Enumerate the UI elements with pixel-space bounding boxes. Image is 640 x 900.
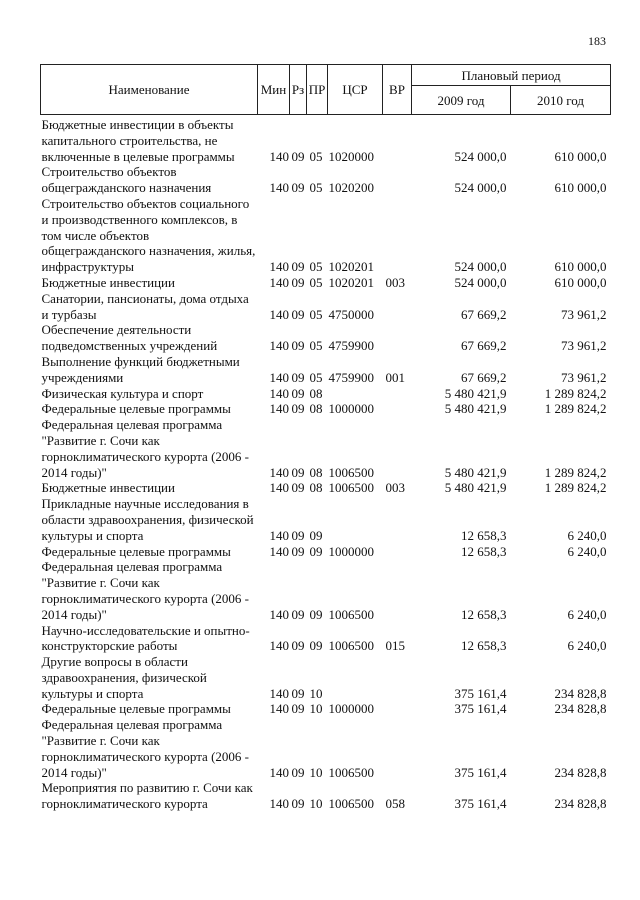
row-value-2010: 6 240,0	[567, 543, 607, 559]
row-min: 140	[269, 274, 289, 290]
row-rz: 09	[291, 148, 305, 164]
row-value-2010: 234 828,8	[554, 764, 607, 780]
row-vr	[383, 115, 412, 165]
row-csr	[328, 496, 383, 543]
table-row	[41, 275, 611, 291]
row-rz: 09	[291, 764, 305, 780]
row-pr: 05	[309, 259, 323, 275]
row-value-2009: 5 480 421,9	[444, 401, 507, 417]
row-pr: 05	[309, 180, 323, 196]
row-min: 140	[269, 701, 289, 717]
row-value-2009: 375 161,4	[454, 701, 507, 717]
row-vr	[383, 401, 412, 417]
row-vr	[383, 417, 412, 480]
row-vr: 003	[385, 480, 405, 496]
row-name: Федеральные целевые программы	[41, 543, 231, 559]
row-min: 140	[269, 259, 289, 275]
row-min: 140	[269, 543, 289, 559]
row-value-2010: 234 828,8	[554, 796, 607, 812]
row-name: Федеральная целевая программа "Развитие г. Сочи как горноклиматического курорта (2006 - 2014 годы)"	[41, 417, 249, 480]
row-rz: 09	[291, 543, 305, 559]
row-value-2009: 524 000,0	[454, 148, 507, 164]
row-value-2010: 610 000,0	[554, 180, 607, 196]
row-value-2010: 1 289 824,2	[544, 480, 607, 496]
row-value-2009: 12 658,3	[461, 606, 507, 622]
row-name: Выполнение функций бюджетными учреждениями	[41, 353, 240, 385]
row-min: 140	[269, 685, 289, 701]
row-value-2009: 524 000,0	[454, 259, 507, 275]
table-row	[41, 480, 611, 496]
table-row	[41, 401, 611, 417]
row-csr: 1006500	[328, 480, 374, 496]
table-row	[41, 717, 611, 780]
row-min: 140	[269, 480, 289, 496]
row-csr: 4759900	[328, 369, 374, 385]
row-value-2009: 67 669,2	[461, 306, 507, 322]
row-vr	[383, 196, 412, 275]
row-csr: 4759900	[328, 338, 374, 354]
header-year-2010: 2010 год	[511, 86, 611, 115]
row-name: Физическая культура и спорт	[41, 385, 204, 401]
table-row	[41, 164, 611, 196]
row-csr: 1020201	[328, 259, 374, 275]
row-rz: 09	[291, 638, 305, 654]
table-row	[41, 354, 611, 386]
row-name: Федеральные целевые программы	[41, 701, 231, 717]
row-csr: 4750000	[328, 306, 374, 322]
row-vr	[383, 322, 412, 354]
table-row	[41, 544, 611, 560]
row-min: 140	[269, 338, 289, 354]
row-pr: 10	[309, 796, 323, 812]
row-name: Строительство объектов общегражданского назначения	[41, 164, 212, 196]
header-min: Мин	[258, 65, 290, 115]
row-min: 140	[269, 527, 289, 543]
row-vr	[383, 164, 412, 196]
row-name: Федеральная целевая программа "Развитие г. Сочи как горноклиматического курорта (2006 - 2014 годы)"	[41, 717, 249, 780]
row-value-2009: 12 658,3	[461, 638, 507, 654]
header-vr: ВР	[383, 65, 412, 115]
row-min: 140	[269, 369, 289, 385]
row-value-2010: 73 961,2	[561, 306, 607, 322]
table-row	[41, 780, 611, 812]
header-pr: ПР	[307, 65, 328, 115]
row-rz: 09	[291, 480, 305, 496]
header-name: Наименование	[41, 65, 258, 115]
page-number: 183	[588, 34, 606, 48]
row-name: Прикладные научные исследования в области здравоохранения, физической культуры и спорта	[41, 496, 254, 543]
row-pr: 05	[309, 338, 323, 354]
row-value-2009: 12 658,3	[461, 527, 507, 543]
row-rz: 09	[291, 464, 305, 480]
row-rz: 09	[291, 259, 305, 275]
row-value-2009: 375 161,4	[454, 796, 507, 812]
row-pr: 10	[309, 701, 323, 717]
row-name: Бюджетные инвестиции в объекты капитального строительства, не включенные в целевые программы	[41, 117, 235, 164]
header-rz: Рз	[290, 65, 307, 115]
row-csr: 1006500	[328, 638, 374, 654]
table-row	[41, 291, 611, 323]
row-name: Строительство объектов социального и производственного комплексов, в том числе объектов общегражданского назначения, жилья, инфраструктуры	[41, 195, 256, 275]
row-rz: 09	[291, 401, 305, 417]
row-vr: 058	[385, 796, 405, 812]
row-min: 140	[269, 796, 289, 812]
row-vr	[383, 386, 412, 402]
row-value-2009: 5 480 421,9	[444, 385, 507, 401]
row-value-2010: 234 828,8	[554, 701, 607, 717]
row-rz: 09	[291, 527, 305, 543]
row-csr: 1000000	[328, 701, 374, 717]
row-rz: 09	[291, 338, 305, 354]
row-pr: 09	[309, 606, 323, 622]
row-min: 140	[269, 464, 289, 480]
row-min: 140	[269, 385, 289, 401]
row-pr: 10	[309, 685, 323, 701]
row-vr	[383, 496, 412, 543]
row-pr: 08	[309, 480, 323, 496]
table-row	[41, 322, 611, 354]
row-csr: 1020200	[328, 180, 374, 196]
row-rz: 09	[291, 796, 305, 812]
row-value-2009: 375 161,4	[454, 764, 507, 780]
row-vr	[383, 701, 412, 717]
row-value-2009: 12 658,3	[461, 543, 507, 559]
row-vr: 001	[385, 369, 405, 385]
row-name: Федеральная целевая программа "Развитие г. Сочи как горноклиматического курорта (2006 - 2014 годы)"	[41, 559, 249, 622]
row-value-2009: 524 000,0	[454, 180, 507, 196]
row-rz: 09	[291, 701, 305, 717]
row-value-2010: 234 828,8	[554, 685, 607, 701]
row-value-2009: 67 669,2	[461, 369, 507, 385]
row-min: 140	[269, 638, 289, 654]
row-name: Санатории, пансионаты, дома отдыха и турбазы	[41, 290, 249, 322]
row-value-2010: 6 240,0	[567, 527, 607, 543]
row-csr	[328, 654, 383, 701]
row-name: Бюджетные инвестиции	[41, 480, 175, 496]
row-csr: 1006500	[328, 464, 374, 480]
row-value-2009: 375 161,4	[454, 685, 507, 701]
row-rz: 09	[291, 274, 305, 290]
table-row	[41, 496, 611, 543]
row-name: Научно-исследовательские и опытно-конструкторские работы	[41, 622, 250, 654]
header-csr: ЦСР	[328, 65, 383, 115]
table-row	[41, 196, 611, 275]
row-csr	[328, 386, 383, 402]
row-value-2010: 6 240,0	[567, 638, 607, 654]
row-pr: 05	[309, 148, 323, 164]
row-min: 140	[269, 148, 289, 164]
row-pr: 05	[309, 306, 323, 322]
row-pr: 08	[309, 401, 323, 417]
row-rz: 09	[291, 685, 305, 701]
row-min: 140	[269, 401, 289, 417]
row-value-2010: 6 240,0	[567, 606, 607, 622]
row-min: 140	[269, 764, 289, 780]
table-row	[41, 623, 611, 655]
row-vr	[383, 291, 412, 323]
table-body	[41, 115, 611, 813]
row-value-2010: 1 289 824,2	[544, 385, 607, 401]
row-rz: 09	[291, 180, 305, 196]
row-csr: 1020201	[328, 274, 374, 290]
row-pr: 09	[309, 543, 323, 559]
row-value-2009: 67 669,2	[461, 338, 507, 354]
table-row	[41, 559, 611, 622]
row-name: Федеральные целевые программы	[41, 401, 231, 417]
table-row	[41, 701, 611, 717]
row-csr: 1006500	[328, 606, 374, 622]
row-value-2010: 1 289 824,2	[544, 401, 607, 417]
row-name: Обеспечение деятельности подведомственных учреждений	[41, 322, 218, 354]
row-value-2009: 5 480 421,9	[444, 464, 507, 480]
table-row	[41, 417, 611, 480]
row-vr: 003	[385, 274, 405, 290]
row-value-2009: 5 480 421,9	[444, 480, 507, 496]
row-vr	[383, 717, 412, 780]
row-value-2010: 610 000,0	[554, 259, 607, 275]
row-pr: 09	[309, 527, 323, 543]
row-csr: 1020000	[328, 148, 374, 164]
budget-table	[40, 64, 611, 812]
row-vr: 015	[385, 638, 405, 654]
row-min: 140	[269, 606, 289, 622]
row-min: 140	[269, 306, 289, 322]
row-pr: 05	[309, 274, 323, 290]
row-pr: 08	[309, 385, 323, 401]
row-value-2010: 610 000,0	[554, 274, 607, 290]
row-csr: 1006500	[328, 764, 374, 780]
row-csr: 1006500	[328, 796, 374, 812]
row-rz: 09	[291, 385, 305, 401]
row-rz: 09	[291, 306, 305, 322]
header-planned-period: Плановый период	[412, 65, 611, 86]
row-vr	[383, 654, 412, 701]
row-name: Другие вопросы в области здравоохранения, физической культуры и спорта	[41, 654, 207, 701]
row-name: Мероприятия по развитию г. Сочи как горноклиматического курорта	[41, 780, 253, 812]
row-pr: 09	[309, 638, 323, 654]
table-row	[41, 654, 611, 701]
row-pr: 05	[309, 369, 323, 385]
row-value-2009: 524 000,0	[454, 274, 507, 290]
table-row	[41, 115, 611, 165]
row-rz: 09	[291, 369, 305, 385]
row-rz: 09	[291, 606, 305, 622]
row-csr: 1000000	[328, 543, 374, 559]
row-pr: 08	[309, 464, 323, 480]
row-vr	[383, 559, 412, 622]
row-name: Бюджетные инвестиции	[41, 274, 175, 290]
row-pr: 10	[309, 764, 323, 780]
row-value-2010: 73 961,2	[561, 369, 607, 385]
row-value-2010: 73 961,2	[561, 338, 607, 354]
header-year-2009: 2009 год	[412, 86, 511, 115]
row-csr: 1000000	[328, 401, 374, 417]
row-value-2010: 610 000,0	[554, 148, 607, 164]
table-row	[41, 386, 611, 402]
row-vr	[383, 544, 412, 560]
row-value-2010: 1 289 824,2	[544, 464, 607, 480]
row-min: 140	[269, 180, 289, 196]
